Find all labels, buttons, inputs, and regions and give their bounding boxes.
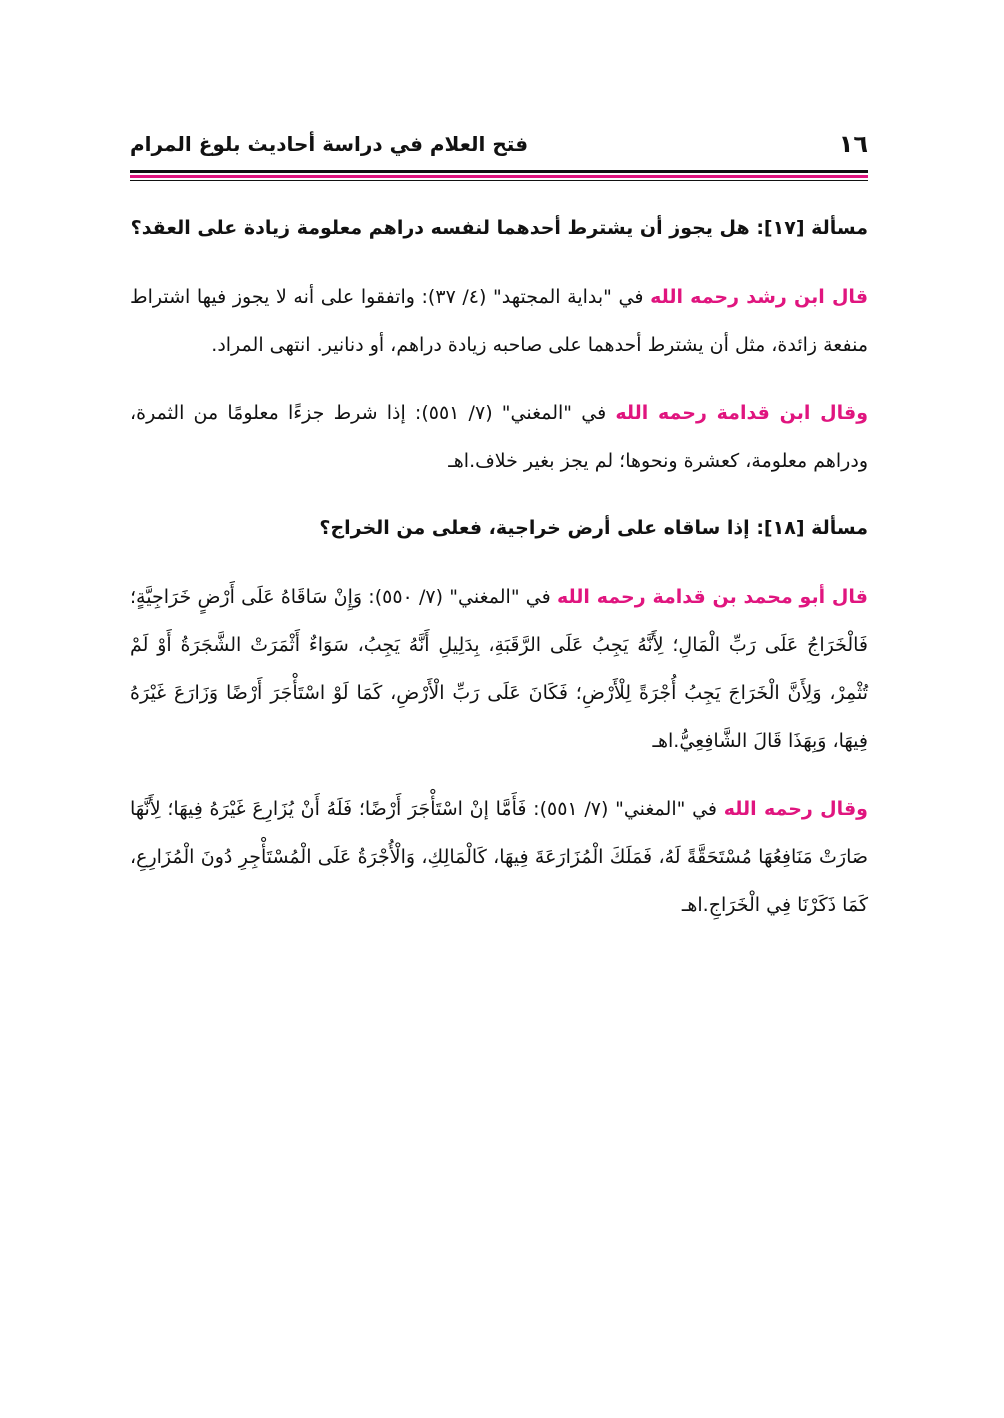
book-title: فتح العلام في دراسة أحاديث بلوغ المرام — [130, 132, 529, 156]
question-text: إذا ساقاه على أرض خراجية، فعلى من الخراج؟ — [319, 517, 750, 539]
page-header — [130, 128, 868, 168]
question-17 — [130, 205, 868, 251]
header-rule-thin — [130, 180, 868, 181]
question-18 — [130, 505, 868, 551]
question-text: هل يجوز أن يشترط أحدهما لنفسه دراهم معلومة زيادة على العقد؟ — [130, 217, 750, 239]
paragraph-abu-muhammad — [130, 573, 868, 765]
paragraph-al-mughni — [130, 785, 868, 929]
header-rule-black — [130, 170, 868, 173]
question-label: مسألة [١٧]: — [756, 217, 868, 239]
header-rule-pink — [130, 175, 868, 178]
question-label: مسألة [١٨]: — [756, 517, 868, 539]
paragraph-ibn-rushd — [130, 273, 868, 369]
page-body — [130, 205, 868, 949]
speaker-highlight: قال ابن رشد رحمه الله — [650, 286, 869, 308]
paragraph-text: في "المغني" (٧/ ٥٥١): إذا شرط جزءًا معلومًا من الثمرة، ودراهم معلومة، كعشرة ونحوها؛ لم يجز بغير خلاف.اهـ — [130, 402, 868, 472]
speaker-highlight: قال أبو محمد بن قدامة رحمه الله — [556, 586, 868, 608]
paragraph-text: في "المغني" (٧/ ٥٥٠): وَإِنْ سَاقَاهُ عَلَى أَرْضٍ خَرَاجِيَّةٍ؛ فَالْخَرَاجُ عَلَى رَبِّ الْمَالِ؛ لِأَنَّهُ يَجِبُ عَلَى الرَّقَبَةِ، بِدَلِيلِ أَنَّهُ يَجِبُ، سَوَاءٌ أَثْمَرَتْ الشَّجَرَةُ أَوْ لَمْ تُثْمِرْ، وَلِأَنَّ الْخَرَاجَ يَجِبُ أُجْرَةً لِلْأَرْضِ؛ فَكَانَ عَلَى رَبِّ الْأَرْضِ، كَمَا لَوْ اسْتَأْجَرَ أَرْضًا وَزَارَعَ غَيْرَهُ فِيهَا، وَبِهَذَا قَالَ الشَّافِعِيُّ.اهـ — [130, 586, 868, 752]
speaker-highlight: وقال ابن قدامة رحمه الله — [615, 402, 868, 424]
paragraph-text: في "المغني" (٧/ ٥٥١): فَأَمَّا إنْ اسْتَأْجَرَ أَرْضًا؛ فَلَهُ أَنْ يُزَارِعَ غَيْرَهُ فِيهَا؛ لِأَنَّهَا صَارَتْ مَنَافِعُهَا مُسْتَحَقَّةً لَهُ، فَمَلَكَ الْمُزَارَعَةَ فِيهَا، كَالْمَالِكِ، وَالْأُجْرَةُ عَلَى الْمُسْتَأْجِرِ دُونَ الْمُزَارِعِ، كَمَا ذَكَرْنَا فِي الْخَرَاجِ.اهـ — [130, 798, 868, 916]
paragraph-ibn-qudama — [130, 389, 868, 485]
page-number: ١٦ — [838, 130, 868, 158]
speaker-highlight: وقال رحمه الله — [723, 798, 868, 820]
paragraph-text: في "بداية المجتهد" (٤/ ٣٧): واتفقوا على أنه لا يجوز فيها اشتراط منفعة زائدة، مثل أن يشترط أحدهما على صاحبه زيادة دراهم، أو دنانير. انتهى المراد. — [130, 286, 868, 356]
